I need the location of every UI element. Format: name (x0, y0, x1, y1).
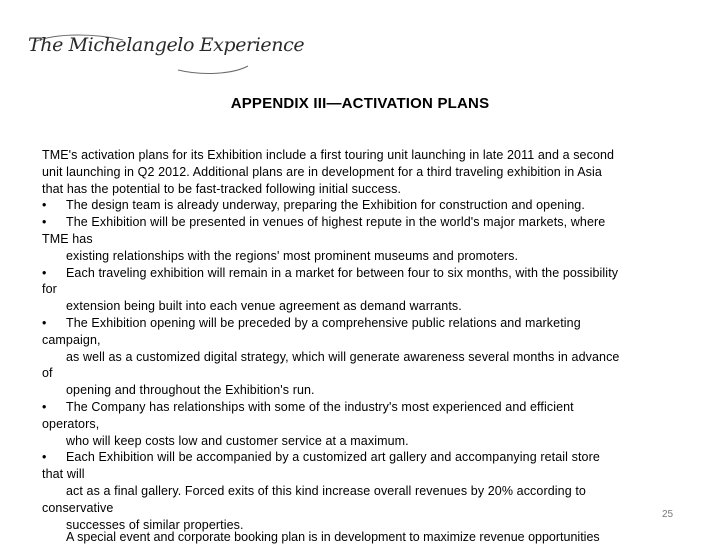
bullet-wrap-line: of (42, 366, 53, 381)
logo-wordmark: The Michelangelo Experience (28, 34, 305, 56)
bullet-wrap-line: conservative (42, 500, 114, 515)
bullet-line: • Each traveling exhibition will remain in a market for between four to six months, with the possibility (42, 265, 619, 280)
page-number: 25 (662, 509, 674, 520)
bullet-wrap-line: TME has (42, 231, 93, 246)
bullet-glyph: • (42, 198, 47, 213)
bullet-glyph: • (42, 265, 47, 280)
bullet-line: • The Exhibition will be presented in venues of highest repute in the world's major markets, where (42, 215, 606, 230)
bullet-wrap-line: that will (42, 467, 85, 482)
bullet-wrap-line: operators, (42, 416, 100, 431)
bullet-continuation-line: act as a final gallery. Forced exits of this kind increase overall revenues by 20% according to (66, 483, 586, 498)
logo (28, 30, 305, 80)
bullet-glyph: • (42, 215, 47, 230)
bullet-line: • Each Exhibition will be accompanied by a customized art gallery and accompanying retail store (42, 450, 600, 465)
bullet-continuation-line: successes of similar properties. (66, 517, 244, 532)
paragraph-line: that has the potential to be fast-tracked following initial success. (42, 181, 402, 196)
bullet-glyph: • (42, 315, 47, 330)
paragraph-line: TME's activation plans for its Exhibition include a first touring unit launching in late 2011 and a second (42, 148, 615, 162)
bullet-continuation-line: opening and throughout the Exhibition's run. (66, 383, 315, 398)
bullet-line: • The design team is already underway, preparing the Exhibition for construction and opening. (42, 198, 585, 213)
bullet-glyph: • (42, 399, 47, 414)
paragraph-line: unit launching in Q2 2012. Additional plans are in development for a third traveling exhibition in Asia (42, 164, 602, 179)
bullet-continuation-line: as well as a customized digital strategy, which will generate awareness several months in advance (66, 349, 620, 364)
bullet-wrap-line: campaign, (42, 332, 101, 347)
page-title: APPENDIX III—ACTIVATION PLANS (230, 95, 490, 112)
document-body (42, 147, 686, 533)
bullet-continuation-line: who will keep costs low and customer service at a maximum. (66, 433, 409, 448)
cutoff-text-line: A special event and corporate booking plan is in development to maximize revenue opportunities (66, 530, 600, 544)
bullet-continuation-line: existing relationships with the regions' most prominent museums and promoters. (66, 248, 519, 263)
bullet-glyph: • (42, 450, 47, 465)
bullet-wrap-line: for (42, 282, 57, 297)
bullet-continuation-line: extension being built into each venue agreement as demand warrants. (66, 299, 462, 314)
bullet-line: • The Exhibition opening will be preceded by a comprehensive public relations and marketing (42, 315, 581, 330)
bullet-line: • The Company has relationships with some of the industry's most experienced and efficient (42, 399, 574, 414)
